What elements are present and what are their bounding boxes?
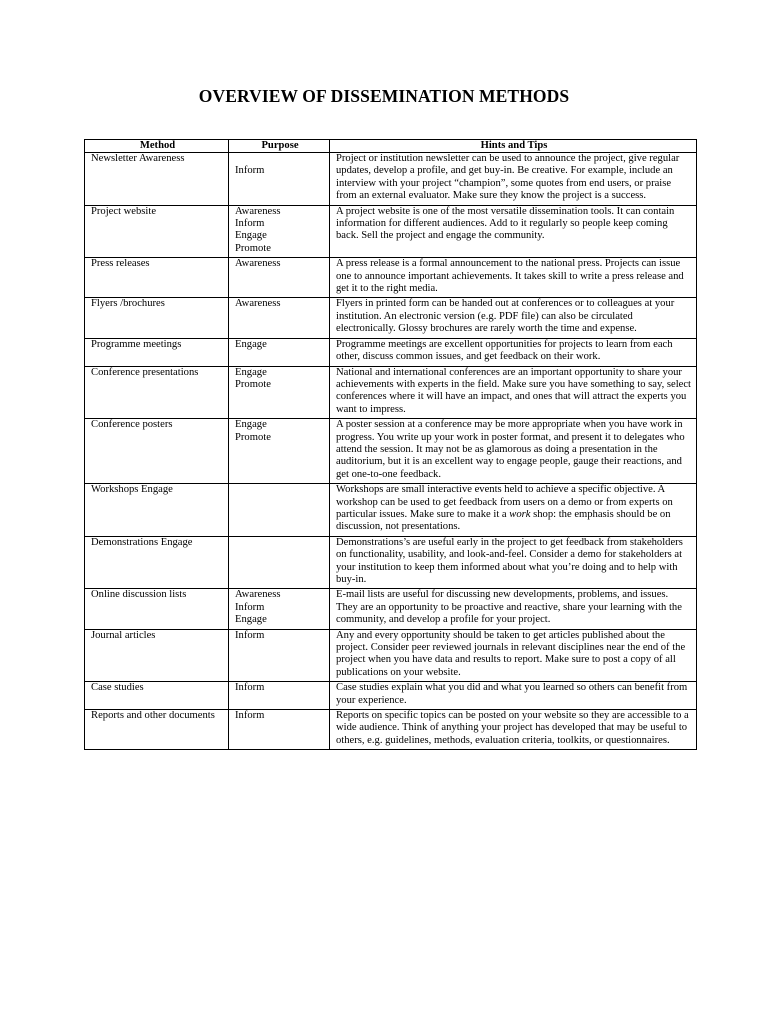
purpose-value: Engage [235,614,267,626]
purpose-value: Inform [235,682,265,694]
method-cell: Newsletter Awareness [85,153,229,206]
dissemination-methods-table [84,139,697,750]
hints-cell [330,484,697,537]
purpose-value: Inform [235,710,265,722]
purpose-cell [229,258,330,298]
method-cell: Conference posters [85,419,229,484]
method-cell: Conference presentations [85,366,229,419]
purpose-value: Awareness [235,589,281,601]
hints-cell: Reports on specific topics can be posted on your website so they are accessible to a wide audience. Think of anything your project has developed that may be useful to others, e.g. guidelines, methods, evaluation criteria, toolkits, or questionnaires. [330,710,697,750]
hints-cell: Demonstrations’s are useful early in the project to get feedback from stakeholders on functionality, usability, and look-and-feel. Consider a demo for stakeholders at your institution to keep them informed about what you’re doing and to help with buy-in. [330,536,697,589]
purpose-value: Engage [235,419,267,431]
purpose-cell [229,589,330,629]
purpose-value: Promote [235,431,271,443]
purpose-cell [229,536,330,589]
method-cell: Journal articles [85,629,229,682]
purpose-cell [229,484,330,537]
hints-cell: Programme meetings are excellent opportunities for projects to learn from each other, discuss common issues, and get feedback on their work. [330,338,697,366]
method-cell: Flyers /brochures [85,298,229,338]
hints-text: shop: the emphasis should be on discussion, not presentations. [336,508,671,533]
table-row [85,258,697,298]
method-cell: Case studies [85,682,229,710]
hints-cell: Any and every opportunity should be taken to get articles published about the project. Consider peer reviewed journals in relevant disciplines near the end of the project when you have data and results to report. Make sure to post a copy of all publications on your website. [330,629,697,682]
table-row [85,338,697,366]
page-title: OVERVIEW OF DISSEMINATION METHODS [198,86,570,106]
hints-cell: A project website is one of the most versatile dissemination tools. It can contain information for different audiences. Add to it regularly so people keep coming back. Sell the project and engage the community. [330,205,697,258]
table-header-row [85,140,697,153]
table-row [85,589,697,629]
table-row [85,536,697,589]
purpose-cell [229,366,330,419]
purpose-value: Awareness [235,298,281,310]
purpose-cell [229,205,330,258]
method-cell: Reports and other documents [85,710,229,750]
method-cell: Press releases [85,258,229,298]
hints-emphasis: work [509,508,531,520]
hints-cell: A poster session at a conference may be more appropriate when you have work in progress. You write up your work in poster format, and present it to delegates who attend the session. It may not be as glamorous as doing a presentation in the auditorium, but it is an excellent way to engage people, gauge their reactions, and get one-to-one feedback. [330,419,697,484]
hints-cell: Case studies explain what you did and what you learned so others can benefit from your experience. [330,682,697,710]
method-cell: Demonstrations Engage [85,536,229,589]
purpose-value: Awareness [235,258,281,270]
hints-cell: Project or institution newsletter can be used to announce the project, give regular updates, develop a profile, and get buy-in. Be creative. For example, include an interview with your project “champion”, some quotes from end users, or praise from an external evaluator. Make sure they know the project is a success. [330,153,697,206]
purpose-value [235,153,325,165]
purpose-value: Inform [235,601,265,613]
purpose-value: Inform [235,165,265,177]
hints-cell: E-mail lists are useful for discussing new developments, problems, and issues. They are an opportunity to be proactive and reactive, share your learning with the community, and develop a profile for your project. [330,589,697,629]
hints-cell: National and international conferences are an important opportunity to share your achievements with experts in the field. Make sure you have something to say, select conferences where it will have an impact, and ones that will attract the experts you want to impress. [330,366,697,419]
purpose-value: Promote [235,378,271,390]
purpose-cell [229,153,330,206]
header-hints: Hints and Tips [330,140,697,153]
purpose-cell [229,710,330,750]
header-method: Method [85,140,229,153]
table-row [85,629,697,682]
table-row [85,205,697,258]
hints-cell: Flyers in printed form can be handed out at conferences or to colleagues at your institution. An electronic version (e.g. PDF file) can also be circulated electronically. Glossy brochures are rarely worth the time and expense. [330,298,697,338]
method-cell: Online discussion lists [85,589,229,629]
purpose-cell [229,338,330,366]
purpose-value: Engage [235,230,267,242]
header-purpose: Purpose [229,140,330,153]
table-row [85,153,697,206]
hints-text: Workshops are small interactive events held to achieve a specific objective. A workshop can be used to get feedback from users on a demo or from experts on particular issues. Make sure to make it a [336,484,673,520]
purpose-cell [229,629,330,682]
purpose-value: Inform [235,218,265,230]
table-row [85,366,697,419]
table-row [85,682,697,710]
table-row [85,484,697,537]
purpose-value: Promote [235,242,271,254]
purpose-cell [229,419,330,484]
purpose-value: Engage [235,338,267,350]
purpose-value: Awareness [235,205,281,217]
method-cell: Workshops Engage [85,484,229,537]
purpose-value: Inform [235,629,265,641]
table-row [85,298,697,338]
purpose-cell [229,682,330,710]
purpose-value: Engage [235,366,267,378]
method-cell: Programme meetings [85,338,229,366]
purpose-cell [229,298,330,338]
hints-cell: A press release is a formal announcement to the national press. Projects can issue one to announce important achievements. It takes skill to write a press release and get it to the right media. [330,258,697,298]
table-row [85,710,697,750]
table-row [85,419,697,484]
method-cell: Project website [85,205,229,258]
